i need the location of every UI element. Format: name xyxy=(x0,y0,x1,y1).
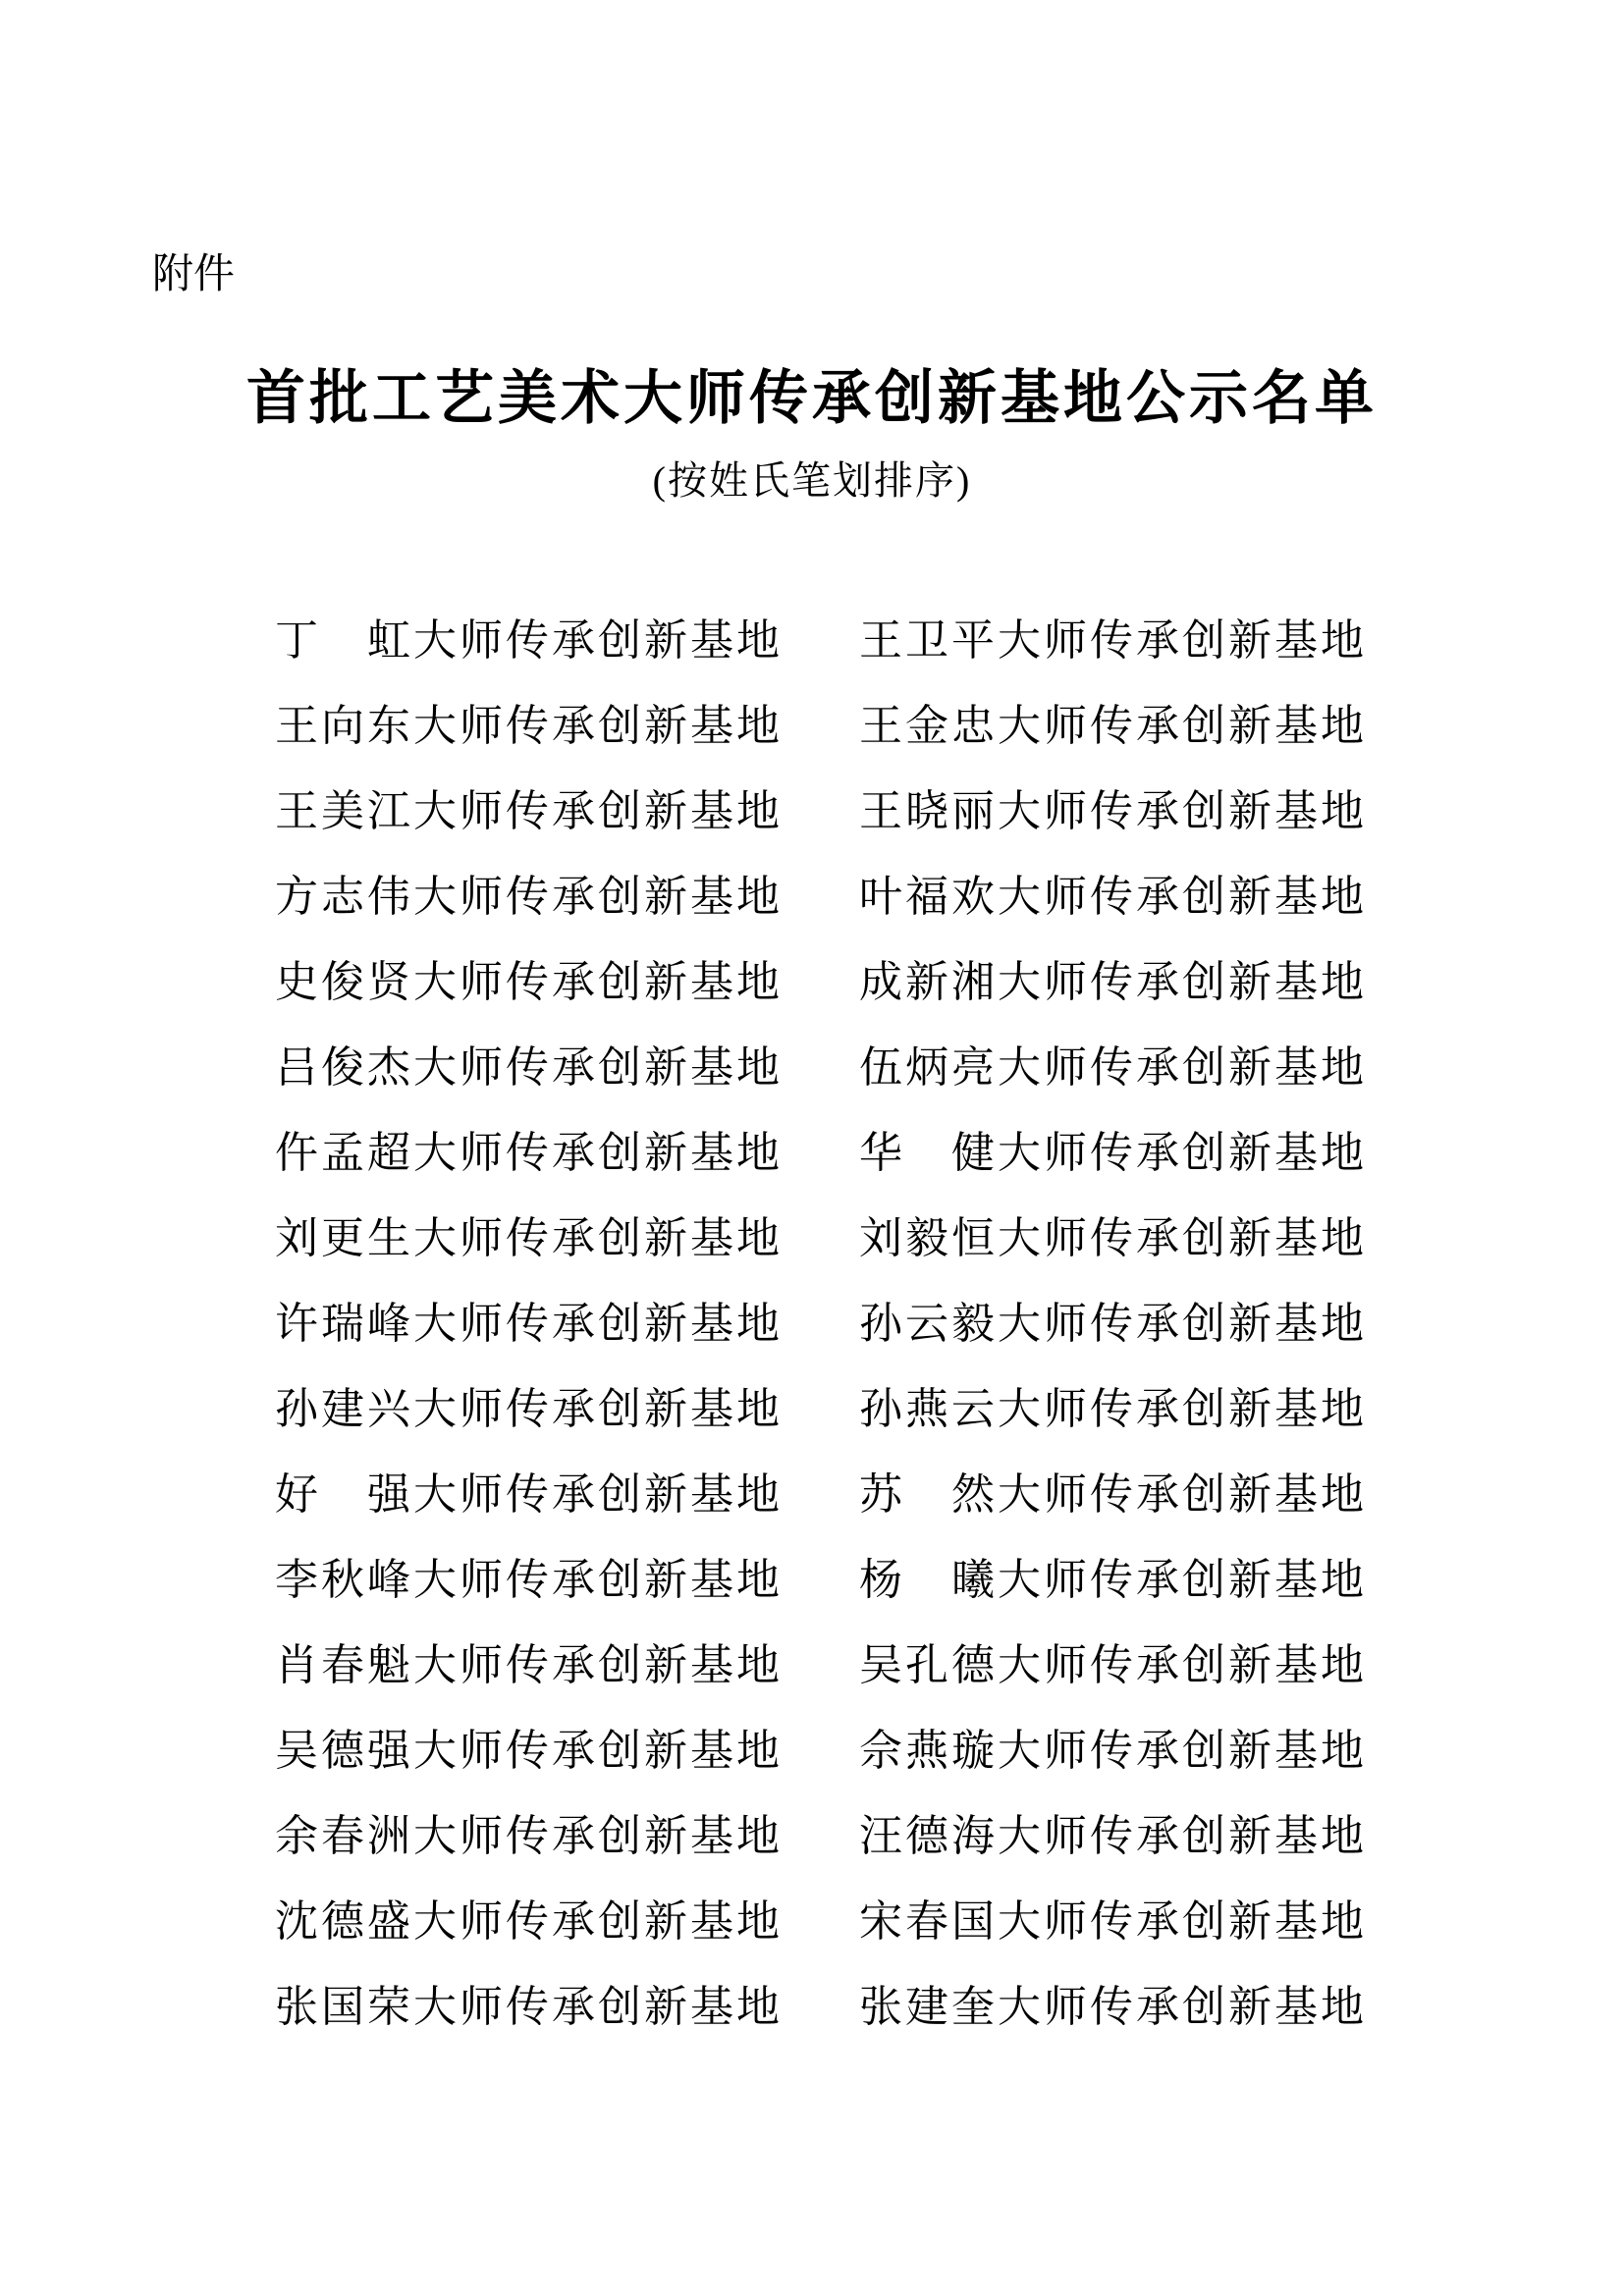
base-name-right: 王晓丽大师传承创新基地 xyxy=(859,786,1367,835)
list-row xyxy=(275,593,1414,678)
list-row xyxy=(275,1703,1414,1789)
base-name-left: 丁 虹大师传承创新基地 xyxy=(275,615,783,665)
base-name-left: 孙建兴大师传承创新基地 xyxy=(275,1384,783,1433)
list-row xyxy=(275,678,1414,764)
base-name-right: 孙云毅大师传承创新基地 xyxy=(859,1299,1367,1348)
list-row xyxy=(275,1105,1414,1191)
base-name-left: 肖春魁大师传承创新基地 xyxy=(275,1640,783,1689)
page-title: 首批工艺美术大师传承创新基地公示名单 xyxy=(246,366,1378,431)
list-row xyxy=(275,849,1414,934)
base-name-right: 张建奎大师传承创新基地 xyxy=(859,1982,1367,2031)
list-row xyxy=(275,1874,1414,1959)
base-name-left: 许瑞峰大师传承创新基地 xyxy=(275,1299,783,1348)
base-name-left: 仵孟超大师传承创新基地 xyxy=(275,1128,783,1177)
list-row xyxy=(275,1020,1414,1105)
base-name-right: 孙燕云大师传承创新基地 xyxy=(859,1384,1367,1433)
list-row xyxy=(275,1447,1414,1532)
base-name-left: 史俊贤大师传承创新基地 xyxy=(275,957,783,1006)
base-name-right: 叶福欢大师传承创新基地 xyxy=(859,872,1367,921)
base-name-right: 吴孔德大师传承创新基地 xyxy=(859,1640,1367,1689)
list-row xyxy=(275,1959,1414,2045)
base-name-right: 汪德海大师传承创新基地 xyxy=(859,1811,1367,1860)
base-name-left: 沈德盛大师传承创新基地 xyxy=(275,1896,783,1946)
base-name-left: 王美江大师传承创新基地 xyxy=(275,786,783,835)
attachment-label: 附件 xyxy=(152,250,236,296)
list-row xyxy=(275,1789,1414,1874)
base-name-left: 方志伟大师传承创新基地 xyxy=(275,872,783,921)
base-name-right: 苏 然大师传承创新基地 xyxy=(859,1469,1367,1519)
list-row xyxy=(275,764,1414,849)
base-name-right: 成新湘大师传承创新基地 xyxy=(859,957,1367,1006)
master-base-list xyxy=(275,593,1414,2045)
list-row xyxy=(275,1532,1414,1618)
base-name-left: 好 强大师传承创新基地 xyxy=(275,1469,783,1519)
base-name-left: 吴德强大师传承创新基地 xyxy=(275,1726,783,1775)
list-row xyxy=(275,934,1414,1020)
base-name-left: 余春洲大师传承创新基地 xyxy=(275,1811,783,1860)
list-row xyxy=(275,1276,1414,1362)
base-name-left: 刘更生大师传承创新基地 xyxy=(275,1213,783,1262)
base-name-right: 刘毅恒大师传承创新基地 xyxy=(859,1213,1367,1262)
base-name-left: 王向东大师传承创新基地 xyxy=(275,701,783,750)
base-name-right: 王卫平大师传承创新基地 xyxy=(859,615,1367,665)
base-name-right: 佘燕璇大师传承创新基地 xyxy=(859,1726,1367,1775)
list-row xyxy=(275,1191,1414,1276)
base-name-right: 王金忠大师传承创新基地 xyxy=(859,701,1367,750)
base-name-right: 宋春国大师传承创新基地 xyxy=(859,1896,1367,1946)
base-name-right: 华 健大师传承创新基地 xyxy=(859,1128,1367,1177)
base-name-right: 杨 曦大师传承创新基地 xyxy=(859,1555,1367,1604)
list-row xyxy=(275,1618,1414,1703)
list-row xyxy=(275,1362,1414,1447)
base-name-left: 吕俊杰大师传承创新基地 xyxy=(275,1042,783,1092)
base-name-left: 李秋峰大师传承创新基地 xyxy=(275,1555,783,1604)
base-name-right: 伍炳亮大师传承创新基地 xyxy=(859,1042,1367,1092)
base-name-left: 张国荣大师传承创新基地 xyxy=(275,1982,783,2031)
page-subtitle: (按姓氏笔划排序) xyxy=(652,458,972,503)
